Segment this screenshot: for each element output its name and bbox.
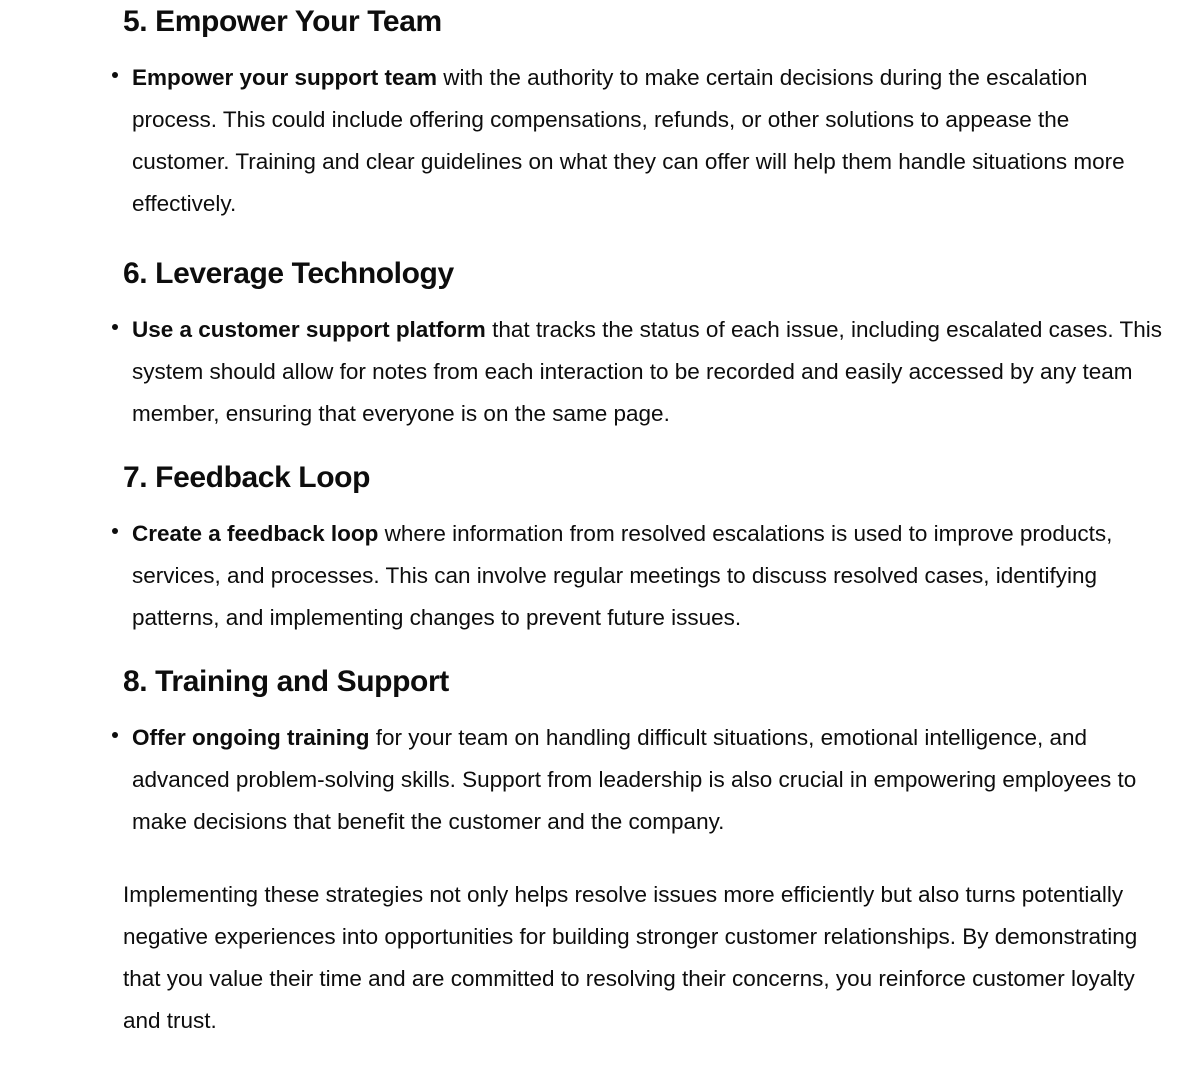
bullet-lead-text: Create a feedback loop <box>132 521 379 546</box>
list-item <box>123 309 1163 435</box>
section-leverage-technology <box>123 252 1163 435</box>
bullet-lead-text: Empower your support team <box>132 65 438 90</box>
bullet-list <box>123 717 1163 843</box>
bullet-list <box>123 513 1163 639</box>
bullet-dot-icon <box>112 72 118 78</box>
bullet-body-text: that tracks the status of each issue, including escalated cases. This system should allow for notes from each interaction to be recorded and easily accessed by any team member, ensuring that everyone is on the same page. <box>132 317 1163 426</box>
bullet-lead-text: Use a customer support platform <box>132 317 486 342</box>
bullet-body-text: with the authority to make certain decisions during the escalation process. This could include offering compensations, refunds, or other solutions to appease the customer. Training and clear guidelines on what they can offer will help them handle situations more effectively. <box>132 65 1125 216</box>
bullet-dot-icon <box>112 324 118 330</box>
list-item <box>123 513 1163 639</box>
bullet-dot-icon <box>112 732 118 738</box>
bullet-list <box>123 309 1163 435</box>
section-training-and-support <box>123 660 1163 843</box>
section-heading: 8. Training and Support <box>123 665 449 698</box>
section-heading: 5. Empower Your Team <box>123 5 442 38</box>
bullet-dot-icon <box>112 528 118 534</box>
document-body <box>123 0 1163 1042</box>
conclusion-paragraph: Implementing these strategies not only helps resolve issues more efficiently but also turns potentially negative experiences into opportunities for building stronger customer relationships. By demonstrating that you value their time and are committed to resolving their concerns, you reinforce customer loyalty and trust. <box>123 882 1138 1033</box>
list-item <box>123 717 1163 843</box>
section-heading: 7. Feedback Loop <box>123 461 370 494</box>
bullet-list <box>123 57 1163 225</box>
bullet-body-text: where information from resolved escalations is used to improve products, services, and processes. This can involve regular meetings to discuss resolved cases, identifying patterns, and implementing changes to prevent future issues. <box>132 521 1113 630</box>
bullet-lead-text: Offer ongoing training <box>132 725 370 750</box>
list-item <box>123 57 1163 225</box>
bullet-body-text: for your team on handling difficult situations, emotional intelligence, and advanced problem-solving skills. Support from leadership is also crucial in empowering employees to make decisions that benefit the customer and the company. <box>132 725 1137 834</box>
section-empower-your-team <box>123 0 1163 225</box>
section-feedback-loop <box>123 456 1163 639</box>
section-heading: 6. Leverage Technology <box>123 257 454 290</box>
